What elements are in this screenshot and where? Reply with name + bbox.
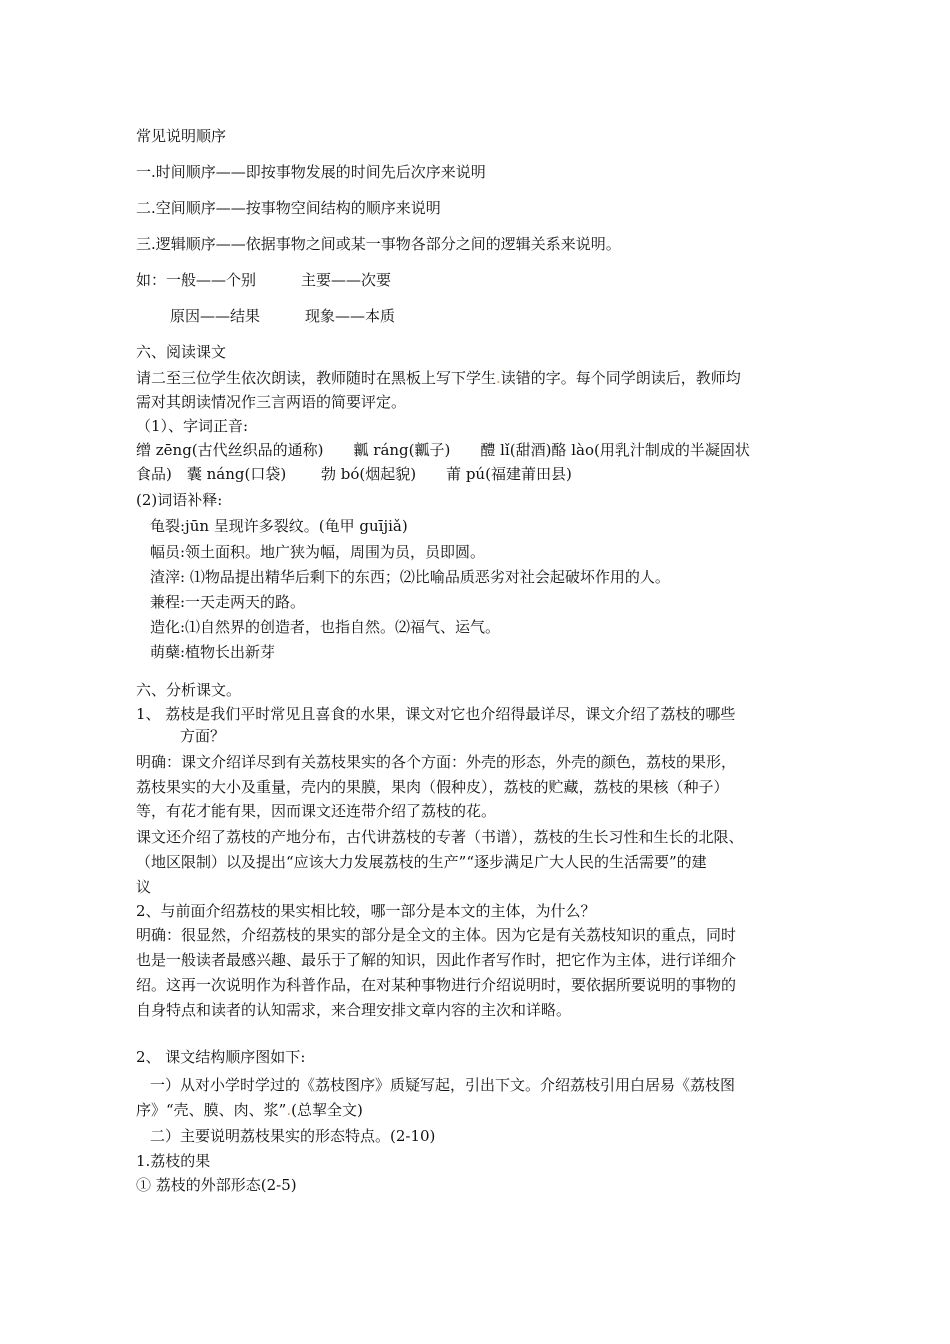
answer2-line: 也是一般读者最感兴趣、最乐于了解的知识，因此作者写作时，把它作为主体，进行详细介 [136, 951, 737, 969]
answer2-line: 明确：很显然，介绍荔枝的果实的部分是全文的主体。因为它是有关荔枝知识的重点，同时 [136, 926, 737, 944]
pronunciation-heading: （1）、字词正音: [136, 417, 249, 435]
structure-heading: 2、 课文结构顺序图如下: [136, 1048, 306, 1066]
structure-sub1: 1.荔枝的果 [136, 1152, 211, 1170]
order-item-space: 二.空间顺序——按事物空间结构的顺序来说明 [136, 199, 441, 217]
analysis-heading: 六、分析课文。 [136, 681, 242, 699]
section-title: 常见说明顺序 [136, 127, 227, 145]
order-item-logic: 三.逻辑顺序——依据事物之间或某一事物各部分之间的逻辑关系来说明。 [136, 235, 621, 253]
answer2-line: 自身特点和读者的认知需求，来合理安排文章内容的主次和详略。 [136, 1001, 572, 1019]
orange-dot-mark: . [286, 1101, 292, 1119]
structure-part1-line2-part1: 序》“壳、膜、肉、浆” [136, 1101, 287, 1119]
pronunciation-line1: 缯 zēng(古代丝织品的通称) 瓤 ráng(瓤子) 醴 lǐ(甜酒)酪 lào(用乳汁制成的半凝固状 [136, 441, 750, 459]
answer2-line: 绍。这再一次说明作为科普作品，在对某种事物进行介绍说明时，要依据所要说明的事物的 [136, 976, 737, 994]
structure-sub1a: ① 荔枝的外部形态(2-5) [136, 1176, 297, 1194]
question1-line2: 方面？ [180, 727, 226, 745]
order-item-time: 一.时间顺序——即按事物发展的时间先后次序来说明 [136, 163, 486, 181]
vocabulary-heading: (2)词语补释: [136, 491, 223, 509]
answer1-line: 议 [136, 878, 152, 896]
structure-part1-line2-part2: (总挈全文) [291, 1101, 363, 1119]
reading-paragraph-line1-part1: 请二至三位学生依次朗读，教师随时在黑板上写下学生 [136, 369, 497, 387]
structure-part1-line1: 一）从对小学时学过的《荔枝图序》质疑写起，引出下文。介绍荔枝引用白居易《荔枝图 [150, 1076, 736, 1094]
answer1-line: 荔枝果实的大小及重量，壳内的果膜，果肉（假种皮），荔枝的贮藏，荔枝的果核（种子） [136, 778, 729, 796]
vocab-item: 幅员:领土面积。地广狭为幅，周围为员，员即圆。 [150, 543, 486, 561]
reading-paragraph-line1 [136, 368, 741, 388]
reading-paragraph-line2: 需对其朗读情况作三言两语的简要评定。 [136, 393, 407, 411]
answer1-line: （地区限制）以及提出“应该大力发展荔枝的生产”“逐步满足广大人民的生活需要”的建 [136, 853, 707, 871]
structure-part1-line2 [136, 1100, 363, 1120]
reading-heading: 六、阅读课文 [136, 343, 227, 361]
structure-part2: 二）主要说明荔枝果实的形态特点。(2-10) [150, 1127, 436, 1145]
vocab-item: 兼程:一天走两天的路。 [150, 593, 306, 611]
question1-line1: 1、 荔枝是我们平时常见且喜食的水果，课文对它也介绍得最详尽，课文介绍了荔枝的哪些 [136, 705, 736, 723]
answer1-line: 课文还介绍了荔枝的产地分布，古代讲荔枝的专著（书谱），荔枝的生长习性和生长的北限、 [136, 828, 744, 846]
vocab-item: 龟裂:jūn 呈现许多裂纹。(龟甲 guījiǎ) [150, 517, 408, 535]
question2: 2、与前面介绍荔枝的果实相比较，哪一部分是本文的主体，为什么？ [136, 902, 596, 920]
pronunciation-line2: 食品) 囊 náng(口袋) 勃 bó(烟起貌) 莆 pú(福建莆田县) [136, 465, 572, 483]
vocab-item: 渣滓: ⑴物品提出精华后剩下的东西；⑵比喻品质恶劣对社会起破坏作用的人。 [150, 568, 670, 586]
answer1-line: 明确：课文介绍详尽到有关荔枝果实的各个方面：外壳的形态，外壳的颜色，荔枝的果形， [136, 753, 737, 771]
vocab-item: 萌蘖:植物长出新芽 [150, 643, 276, 661]
order-examples-row1: 如：一般——个别 主要——次要 [136, 271, 392, 289]
reading-paragraph-line1-part2: 读错的字。每个同学朗读后，教师均 [500, 369, 741, 387]
orange-dot-mark: . [496, 369, 501, 387]
order-examples-row2: 原因——结果 现象——本质 [170, 307, 396, 325]
answer1-line: 等，有花才能有果，因而课文还连带介绍了荔枝的花。 [136, 802, 497, 820]
vocab-item: 造化:⑴自然界的创造者，也指自然。⑵福气、运气。 [150, 618, 501, 636]
